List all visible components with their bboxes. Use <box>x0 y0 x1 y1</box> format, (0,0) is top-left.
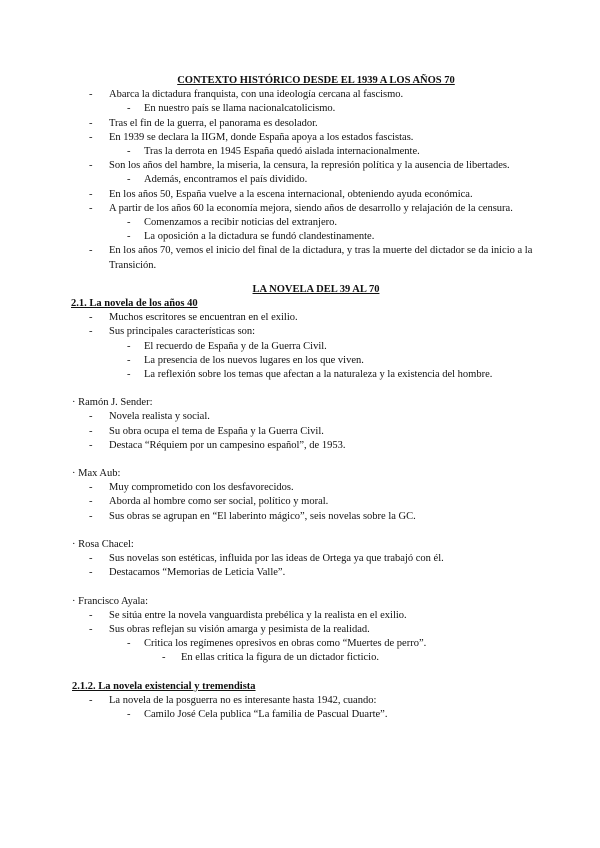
list-item: - En los años 50, España vuelve a la escena internacional, obteniendo ayuda económica. <box>89 188 473 200</box>
list-item: - Tras el fin de la guerra, el panorama es desolador. <box>89 117 318 129</box>
list-item: - Destaca “Réquiem por un campesino español”, de 1953. <box>89 439 346 451</box>
list-item: - Muy comprometido con los desfavorecidos. <box>89 482 294 494</box>
list-item: - En 1939 se declara la IIGM, donde España apoya a los estados fascistas. <box>89 131 414 143</box>
author-heading-sender: · Ramón J. Sender: <box>72 397 153 409</box>
list-item: - Son los años del hambre, la miseria, la censura, la represión política y la ausencia de libertades. <box>89 160 510 172</box>
list-item: - Tras la derrota en 1945 España quedó aislada internacionalmente. <box>127 146 420 158</box>
section-title-context: CONTEXTO HISTÓRICO DESDE EL 1939 A LOS AÑOS 70 <box>177 75 455 86</box>
subsection-heading: 2.1.2. La novela existencial y tremendista <box>72 680 256 692</box>
list-item: - En los años 70, vemos el inicio del final de la dictadura, y tras la muerte del dictador se da inicio a la Transición. <box>89 245 533 271</box>
list-item: - En nuestro país se llama nacionalcatolicismo. <box>127 103 336 115</box>
list-item: - La novela de la posguerra no es interesante hasta 1942, cuando: <box>89 694 377 706</box>
section-title-novel: LA NOVELA DEL 39 AL 70 <box>252 283 380 295</box>
author-heading-ayala: · Francisco Ayala: <box>72 595 149 607</box>
list-item: - Su obra ocupa el tema de España y la Guerra Civil. <box>89 425 324 437</box>
list-item: - La oposición a la dictadura se fundó clandestinamente. <box>127 231 375 243</box>
list-item: - Abarca la dictadura franquista, con una ideología cercana al fascismo. <box>89 89 404 101</box>
list-item: - A partir de los años 60 la economía mejora, siendo años de desarrollo y relajación de la censura. <box>89 202 513 214</box>
list-item: - Sus obras reflejan su visión amarga y pesimista de la realidad. <box>89 623 370 635</box>
list-item: - Aborda al hombre como ser social, político y moral. <box>89 496 329 508</box>
list-item: - La reflexión sobre los temas que afectan a la naturaleza y la existencia del hombre. <box>127 369 493 381</box>
list-item: - Camilo José Cela publica “La familia de Pascual Duarte”. <box>127 708 388 720</box>
list-item: - Se sitúa entre la novela vanguardista prebélica y la realista en el exilio. <box>89 609 407 621</box>
list-item: - Critica los regímenes opresivos en obras como “Muertes de perro”. <box>127 638 427 650</box>
author-heading-aub: · Max Aub: <box>72 468 121 480</box>
subsection-heading: 2.1. La novela de los años 40 <box>71 298 198 310</box>
list-item: - Destacamos “Memorias de Leticia Valle”. <box>89 567 286 579</box>
author-heading-chacel: · Rosa Chacel: <box>72 538 134 550</box>
list-item: - Novela realista y social. <box>89 411 210 423</box>
list-item: - Muchos escritores se encuentran en el exilio. <box>89 312 298 324</box>
list-item: - Sus obras se agrupan en “El laberinto mágico”, seis novelas sobre la GC. <box>89 510 416 522</box>
list-item: - Además, encontramos el país dividido. <box>127 174 308 186</box>
list-item: - Comenzamos a recibir noticias del extranjero. <box>127 217 338 229</box>
list-item: - La presencia de los nuevos lugares en los que viven. <box>127 354 364 366</box>
list-item: - Sus novelas son estéticas, influida por las ideas de Ortega ya que trabajó con él. <box>89 553 444 565</box>
list-item: - El recuerdo de España y de la Guerra Civil. <box>127 340 327 352</box>
list-item: - Sus principales características son: <box>89 326 256 338</box>
list-item: - En ellas critica la figura de un dictador ficticio. <box>162 652 379 664</box>
